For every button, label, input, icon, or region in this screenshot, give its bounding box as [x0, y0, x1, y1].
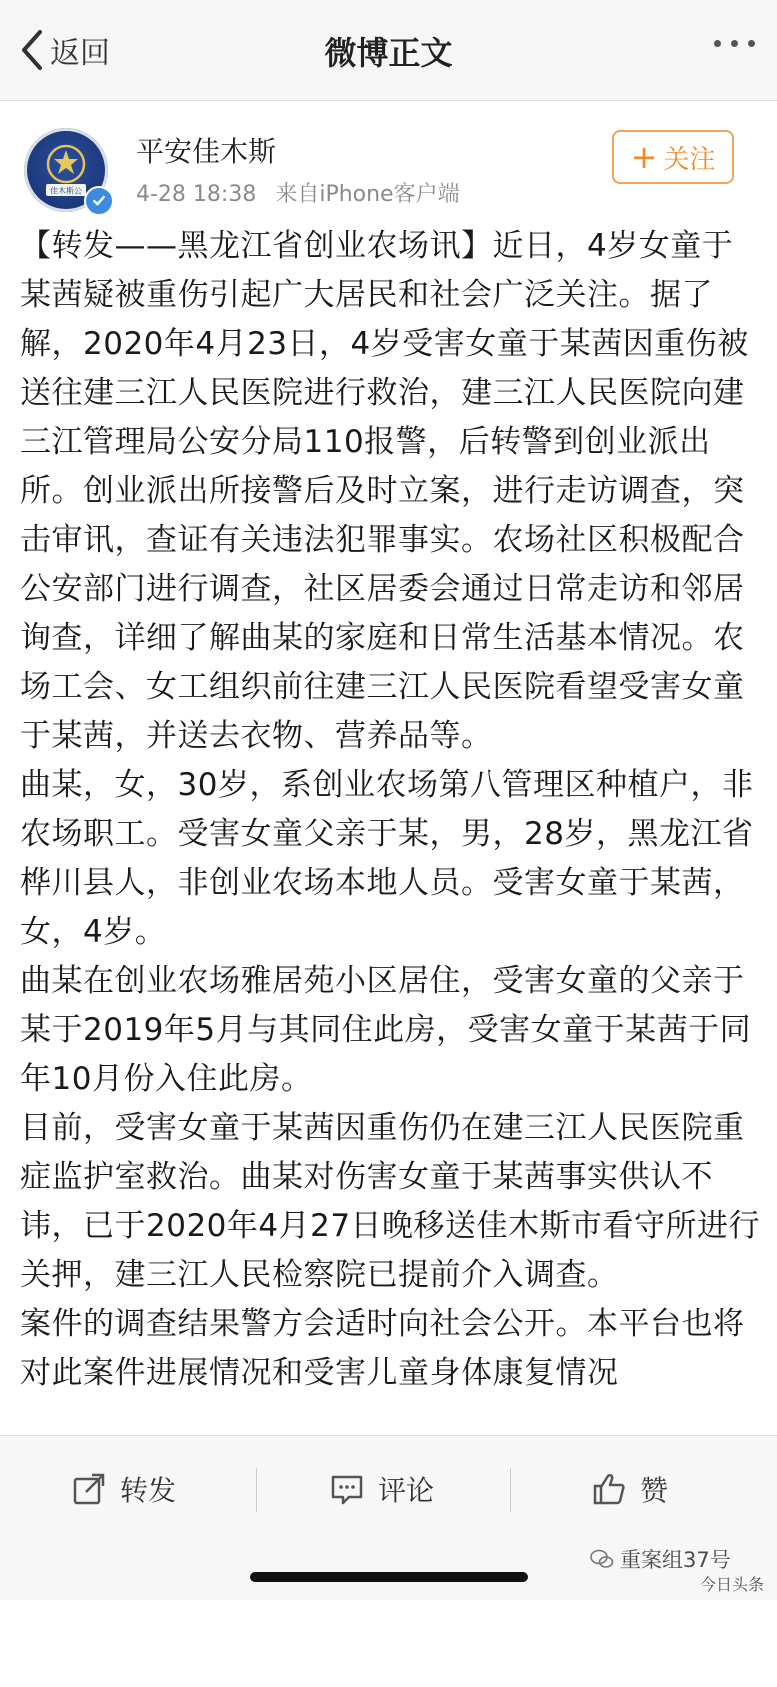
more-dot-icon: [731, 40, 738, 47]
user-name[interactable]: 平安佳木斯: [136, 135, 277, 168]
like-label: 赞: [640, 1474, 669, 1507]
avatar-badge-text: 佳木斯公: [50, 186, 82, 196]
post-paragraph: 目前，受害女童于某茜因重伤仍在建三江人民医院重症监护室救治。曲某对伤害女童于某茜事实供认不讳，已于2020年4月27日晚移送佳木斯市看守所进行关押，建三江人民检察院已提前介入调查。: [20, 1110, 761, 1293]
more-options-button[interactable]: [714, 40, 755, 47]
comment-button[interactable]: [330, 1464, 434, 1514]
plus-icon: +: [630, 138, 658, 176]
post-source: 来自iPhone客户端: [275, 182, 460, 207]
post-paragraph: 曲某，女，30岁，系创业农场第八管理区种植户，非农场职工。受害女童父亲于某，男，28岁，黑龙江省桦川县人，非创业农场本地人员。受害女童于某茜，女，4岁。: [20, 767, 754, 950]
post-meta: [136, 177, 460, 208]
post-paragraph: 曲某在创业农场雅居苑小区居住，受害女童的父亲于某于2019年5月与其同住此房，受害女童于某茜于同年10月份入住此房。: [20, 963, 752, 1097]
divider: [256, 1468, 257, 1512]
verified-badge-icon: [84, 186, 114, 216]
repost-icon: [72, 1472, 106, 1506]
post-time: 4-28 18:38: [136, 182, 257, 207]
repost-label: 转发: [120, 1474, 177, 1507]
top-nav-bar: [0, 0, 777, 101]
follow-label: 关注: [663, 144, 716, 175]
more-dot-icon: [748, 40, 755, 47]
post-paragraph: 【转发——黑龙江省创业农场讯】近日，4岁女童于某茜疑被重伤引起广大居民和社会广泛关注。据了解，2020年4月23日，4岁受害女童于某茜因重伤被送往建三江人民医院进行救治，建三江人民医院向建三江管理局公安分局110报警，后转警到创业派出所。创业派出所接警后及时立案，进行走访调查，突击审讯，查证有关违法犯罪事实。农场社区积极配合公安部门进行调查，社区居委会通过日常走访和邻居询查，详细了解曲某的家庭和日常生活基本情况。农场工会、女工组织前往建三江人民医院看望受害女童于某茜，并送去衣物、营养品等。: [20, 228, 749, 754]
channel-watermark: [590, 1544, 731, 1574]
home-indicator[interactable]: [250, 1572, 528, 1582]
follow-button[interactable]: [612, 130, 734, 184]
divider: [510, 1468, 511, 1512]
more-dot-icon: [714, 40, 721, 47]
back-label: 返回: [50, 36, 110, 71]
page-title: 微博正文: [324, 34, 453, 72]
post-header: [0, 100, 777, 220]
action-bar: [0, 1435, 777, 1546]
site-watermark: 今日头条: [700, 1575, 765, 1594]
comment-label: 评论: [378, 1474, 435, 1507]
wechat-icon: [590, 1549, 614, 1569]
like-button[interactable]: [592, 1464, 668, 1514]
repost-button[interactable]: [72, 1464, 176, 1514]
post-paragraph: 案件的调查结果警方会适时向社会公开。本平台也将对此案件进展情况和受害儿童身体康复情况: [20, 1306, 745, 1391]
thumbs-up-icon: [592, 1472, 626, 1506]
watermark-channel: 重案组37号: [620, 1548, 731, 1572]
comment-icon: [330, 1472, 364, 1506]
